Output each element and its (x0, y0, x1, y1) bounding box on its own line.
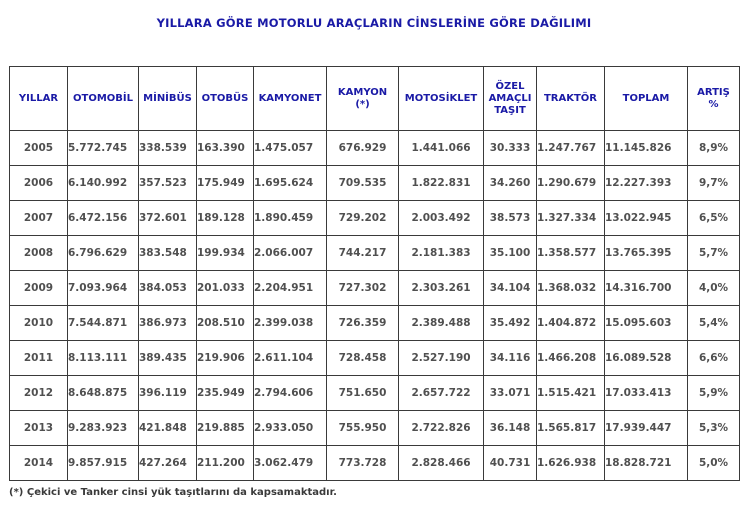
footnote: (*) Çekici ve Tanker cinsi yük taşıtlarını da kapsamaktadır. (9, 487, 337, 498)
cell-toplam: 13.022.945 (605, 201, 688, 236)
cell-minibus: 396.119 (139, 376, 197, 411)
cell-kamyon: 709.535 (327, 166, 399, 201)
cell-ozel-amacli-tasit: 30.333 (484, 131, 537, 166)
cell-otobus: 199.934 (197, 236, 254, 271)
table-row (10, 446, 740, 481)
cell-otobus: 219.885 (197, 411, 254, 446)
cell-traktor: 1.358.577 (537, 236, 605, 271)
cell-motosiklet: 1.822.831 (399, 166, 484, 201)
cell-toplam: 16.089.528 (605, 341, 688, 376)
cell-toplam: 17.033.413 (605, 376, 688, 411)
cell-minibus: 389.435 (139, 341, 197, 376)
table-title: YILLARA GÖRE MOTORLU ARAÇLARIN CİNSLERİNE GÖRE DAĞILIMI (156, 16, 592, 30)
cell-motosiklet: 2.657.722 (399, 376, 484, 411)
cell-minibus: 338.539 (139, 131, 197, 166)
cell-otomobil: 8.648.875 (68, 376, 139, 411)
table-row (10, 166, 740, 201)
cell-kamyon: 751.650 (327, 376, 399, 411)
cell-ozel-amacli-tasit: 34.116 (484, 341, 537, 376)
cell-kamyonet: 2.933.050 (254, 411, 327, 446)
cell-otobus: 163.390 (197, 131, 254, 166)
cell-traktor: 1.368.032 (537, 271, 605, 306)
cell-year: 2008 (10, 236, 68, 271)
cell-minibus: 357.523 (139, 166, 197, 201)
cell-kamyonet: 3.062.479 (254, 446, 327, 481)
header-minibus: MİNİBÜS (139, 67, 197, 131)
table-row (10, 271, 740, 306)
cell-kamyon: 727.302 (327, 271, 399, 306)
cell-ozel-amacli-tasit: 35.492 (484, 306, 537, 341)
table-row (10, 341, 740, 376)
cell-traktor: 1.404.872 (537, 306, 605, 341)
cell-kamyonet: 2.399.038 (254, 306, 327, 341)
cell-toplam: 13.765.395 (605, 236, 688, 271)
cell-traktor: 1.290.679 (537, 166, 605, 201)
cell-otobus: 235.949 (197, 376, 254, 411)
cell-minibus: 421.848 (139, 411, 197, 446)
cell-minibus: 384.053 (139, 271, 197, 306)
cell-artis: 6,5% (688, 201, 740, 236)
cell-kamyon: 755.950 (327, 411, 399, 446)
cell-ozel-amacli-tasit: 34.104 (484, 271, 537, 306)
cell-kamyonet: 2.066.007 (254, 236, 327, 271)
cell-artis: 9,7% (688, 166, 740, 201)
cell-kamyon: 744.217 (327, 236, 399, 271)
table-row (10, 376, 740, 411)
vehicle-stats-table (9, 66, 740, 481)
cell-ozel-amacli-tasit: 40.731 (484, 446, 537, 481)
cell-motosiklet: 2.722.826 (399, 411, 484, 446)
cell-kamyon: 773.728 (327, 446, 399, 481)
cell-year: 2009 (10, 271, 68, 306)
cell-ozel-amacli-tasit: 35.100 (484, 236, 537, 271)
cell-toplam: 12.227.393 (605, 166, 688, 201)
cell-minibus: 372.601 (139, 201, 197, 236)
cell-motosiklet: 2.003.492 (399, 201, 484, 236)
cell-traktor: 1.247.767 (537, 131, 605, 166)
cell-minibus: 427.264 (139, 446, 197, 481)
cell-kamyonet: 2.794.606 (254, 376, 327, 411)
cell-year: 2007 (10, 201, 68, 236)
cell-kamyonet: 1.695.624 (254, 166, 327, 201)
cell-traktor: 1.466.208 (537, 341, 605, 376)
cell-toplam: 15.095.603 (605, 306, 688, 341)
table-row (10, 131, 740, 166)
cell-year: 2012 (10, 376, 68, 411)
cell-artis: 5,7% (688, 236, 740, 271)
cell-otobus: 208.510 (197, 306, 254, 341)
cell-artis: 5,0% (688, 446, 740, 481)
cell-ozel-amacli-tasit: 36.148 (484, 411, 537, 446)
cell-year: 2011 (10, 341, 68, 376)
cell-otobus: 211.200 (197, 446, 254, 481)
cell-year: 2006 (10, 166, 68, 201)
cell-year: 2014 (10, 446, 68, 481)
cell-artis: 5,9% (688, 376, 740, 411)
cell-toplam: 18.828.721 (605, 446, 688, 481)
header-artis: ARTIŞ % (688, 67, 740, 131)
cell-year: 2005 (10, 131, 68, 166)
cell-traktor: 1.626.938 (537, 446, 605, 481)
cell-otomobil: 9.283.923 (68, 411, 139, 446)
cell-motosiklet: 2.527.190 (399, 341, 484, 376)
cell-otomobil: 6.140.992 (68, 166, 139, 201)
header-toplam: TOPLAM (605, 67, 688, 131)
cell-otomobil: 7.093.964 (68, 271, 139, 306)
cell-otomobil: 9.857.915 (68, 446, 139, 481)
table-row (10, 201, 740, 236)
cell-otomobil: 8.113.111 (68, 341, 139, 376)
cell-otobus: 219.906 (197, 341, 254, 376)
cell-kamyon: 728.458 (327, 341, 399, 376)
cell-otobus: 175.949 (197, 166, 254, 201)
header-year: YILLAR (10, 67, 68, 131)
cell-minibus: 383.548 (139, 236, 197, 271)
table-row (10, 236, 740, 271)
cell-otobus: 189.128 (197, 201, 254, 236)
cell-kamyonet: 2.204.951 (254, 271, 327, 306)
cell-otomobil: 6.472.156 (68, 201, 139, 236)
cell-toplam: 17.939.447 (605, 411, 688, 446)
header-kamyon: KAMYON (*) (327, 67, 399, 131)
cell-traktor: 1.565.817 (537, 411, 605, 446)
header-traktor: TRAKTÖR (537, 67, 605, 131)
cell-artis: 6,6% (688, 341, 740, 376)
cell-otomobil: 6.796.629 (68, 236, 139, 271)
cell-artis: 4,0% (688, 271, 740, 306)
table-row (10, 306, 740, 341)
header-ozel-amacli-tasit: ÖZEL AMAÇLI TAŞIT (484, 67, 537, 131)
cell-motosiklet: 2.828.466 (399, 446, 484, 481)
cell-traktor: 1.327.334 (537, 201, 605, 236)
cell-otomobil: 7.544.871 (68, 306, 139, 341)
cell-motosiklet: 2.389.488 (399, 306, 484, 341)
header-kamyonet: KAMYONET (254, 67, 327, 131)
header-otomobil: OTOMOBİL (68, 67, 139, 131)
cell-year: 2013 (10, 411, 68, 446)
cell-kamyon: 726.359 (327, 306, 399, 341)
cell-kamyon: 676.929 (327, 131, 399, 166)
cell-kamyonet: 2.611.104 (254, 341, 327, 376)
cell-kamyonet: 1.475.057 (254, 131, 327, 166)
cell-ozel-amacli-tasit: 34.260 (484, 166, 537, 201)
cell-toplam: 11.145.826 (605, 131, 688, 166)
cell-traktor: 1.515.421 (537, 376, 605, 411)
cell-minibus: 386.973 (139, 306, 197, 341)
cell-motosiklet: 2.181.383 (399, 236, 484, 271)
header-motosiklet: MOTOSİKLET (399, 67, 484, 131)
header-otobus: OTOBÜS (197, 67, 254, 131)
cell-artis: 8,9% (688, 131, 740, 166)
cell-year: 2010 (10, 306, 68, 341)
table-row (10, 411, 740, 446)
cell-otobus: 201.033 (197, 271, 254, 306)
cell-kamyonet: 1.890.459 (254, 201, 327, 236)
cell-artis: 5,3% (688, 411, 740, 446)
cell-toplam: 14.316.700 (605, 271, 688, 306)
cell-ozel-amacli-tasit: 33.071 (484, 376, 537, 411)
cell-artis: 5,4% (688, 306, 740, 341)
cell-motosiklet: 2.303.261 (399, 271, 484, 306)
cell-motosiklet: 1.441.066 (399, 131, 484, 166)
cell-kamyon: 729.202 (327, 201, 399, 236)
header-row (10, 67, 740, 131)
cell-ozel-amacli-tasit: 38.573 (484, 201, 537, 236)
cell-otomobil: 5.772.745 (68, 131, 139, 166)
